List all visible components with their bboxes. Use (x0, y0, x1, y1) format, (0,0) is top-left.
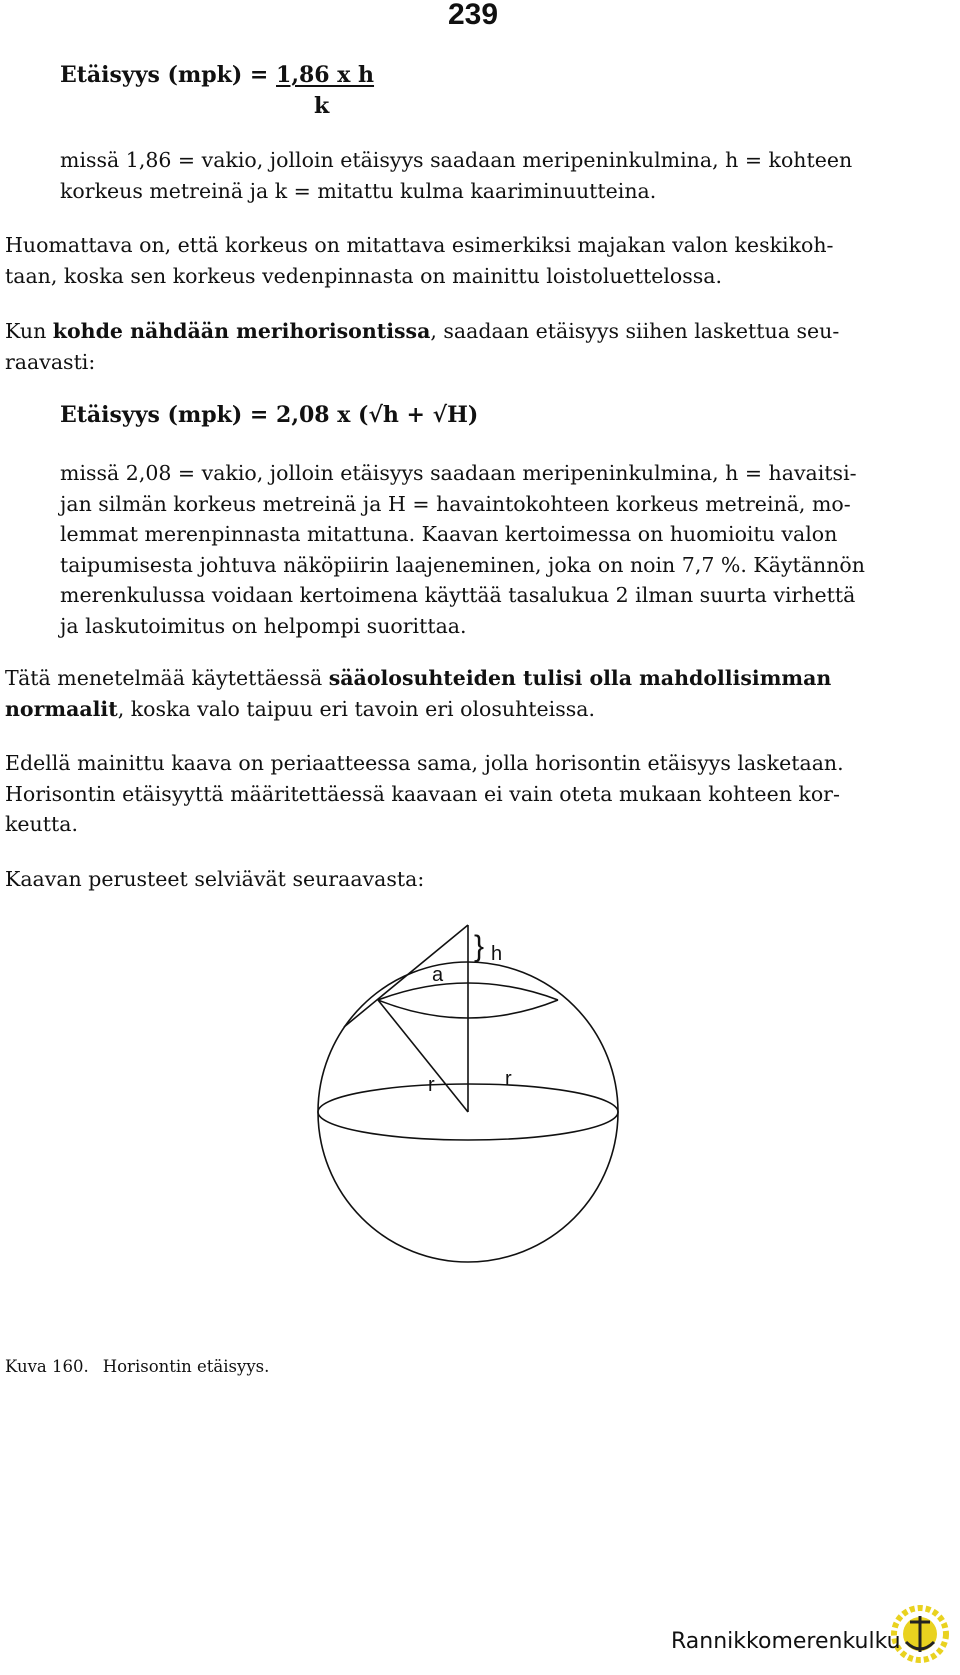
text-line: korkeus metreinä ja k = mitattu kulma kaariminuutteina. (60, 178, 657, 203)
page-number: 239 (448, 0, 499, 31)
text-line: Huomattava on, että korkeus on mitattava esimerkiksi majakan valon keskikoh- (5, 233, 834, 257)
footer-brand: Rannikkomerenkulku (671, 1629, 901, 1654)
text-line: taipumisesta johtuva näköpiirin laajeneminen, joka on noin 7,7 %. Käytännön (60, 552, 865, 577)
label-r-right: r (505, 1068, 512, 1090)
formula-distance-horizon: Etäisyys (mpk) = 2,08 x (√h + √H) (60, 402, 479, 428)
formula1-lhs: Etäisyys (mpk) = (60, 62, 277, 88)
label-h: h (491, 943, 503, 965)
brace-h: } (474, 930, 485, 963)
text-suffix: , koska valo taipuu eri tavoin eri olosuhteissa. (117, 696, 595, 721)
text-line: lemmat merenpinnasta mitattuna. Kaavan kertoimessa on huomioitu valon (60, 522, 838, 546)
formula1-numerator: 1,86 x h (276, 62, 375, 88)
text-prefix: Tätä menetelmää käytettäessä (5, 666, 329, 690)
text-line: raavasti: (5, 349, 96, 374)
anchor-emblem-logo (894, 1608, 946, 1660)
caption-number: Kuva 160. (5, 1357, 89, 1376)
text-suffix: , saadaan etäisyys siihen laskettua seu- (430, 319, 840, 343)
text-prefix: Kun (5, 319, 53, 343)
text-line: missä 2,08 = vakio, jolloin etäisyys saadaan meripeninkulmina, h = havaitsi- (60, 461, 857, 485)
text-line: merenkulussa voidaan kertoimena käyttää tasalukua 2 ilman suurta virhettä (60, 583, 856, 607)
tangent-line-a (344, 925, 468, 1027)
text-line: jan silmän korkeus metreinä ja H = havaintokohteen korkeus metreinä, mo- (60, 491, 851, 516)
text-line: ja laskutoimitus on helpompi suorittaa. (60, 613, 467, 638)
text-line: taan, koska sen korkeus vedenpinnasta on mainittu loistoluettelossa. (5, 263, 723, 288)
text-line: Edellä mainittu kaava on periaatteessa sama, jolla horisontin etäisyys lasketaan. (5, 751, 844, 775)
text-line: Horisontin etäisyyttä määritettäessä kaavaan ei vain oteta mukaan kohteen kor- (5, 781, 840, 806)
text-bold: sääolosuhteiden tulisi olla mahdollisimman (328, 666, 832, 690)
formula1-denominator: k (314, 93, 330, 119)
caption-text: Horisontin etäisyys. (102, 1357, 270, 1376)
text-line: keutta. (5, 812, 78, 836)
text-bold: kohde nähdään merihorisontissa (52, 319, 431, 343)
paragraph-diagram-intro: Kaavan perusteet selviävät seuraavasta: (5, 867, 425, 891)
label-a: a (432, 964, 444, 986)
text-line: missä 1,86 = vakio, jolloin etäisyys saadaan meripeninkulmina, h = kohteen (60, 148, 853, 172)
figure-caption (5, 1357, 269, 1376)
text-bold: normaalit (5, 696, 118, 721)
label-r-left: r (428, 1074, 435, 1096)
